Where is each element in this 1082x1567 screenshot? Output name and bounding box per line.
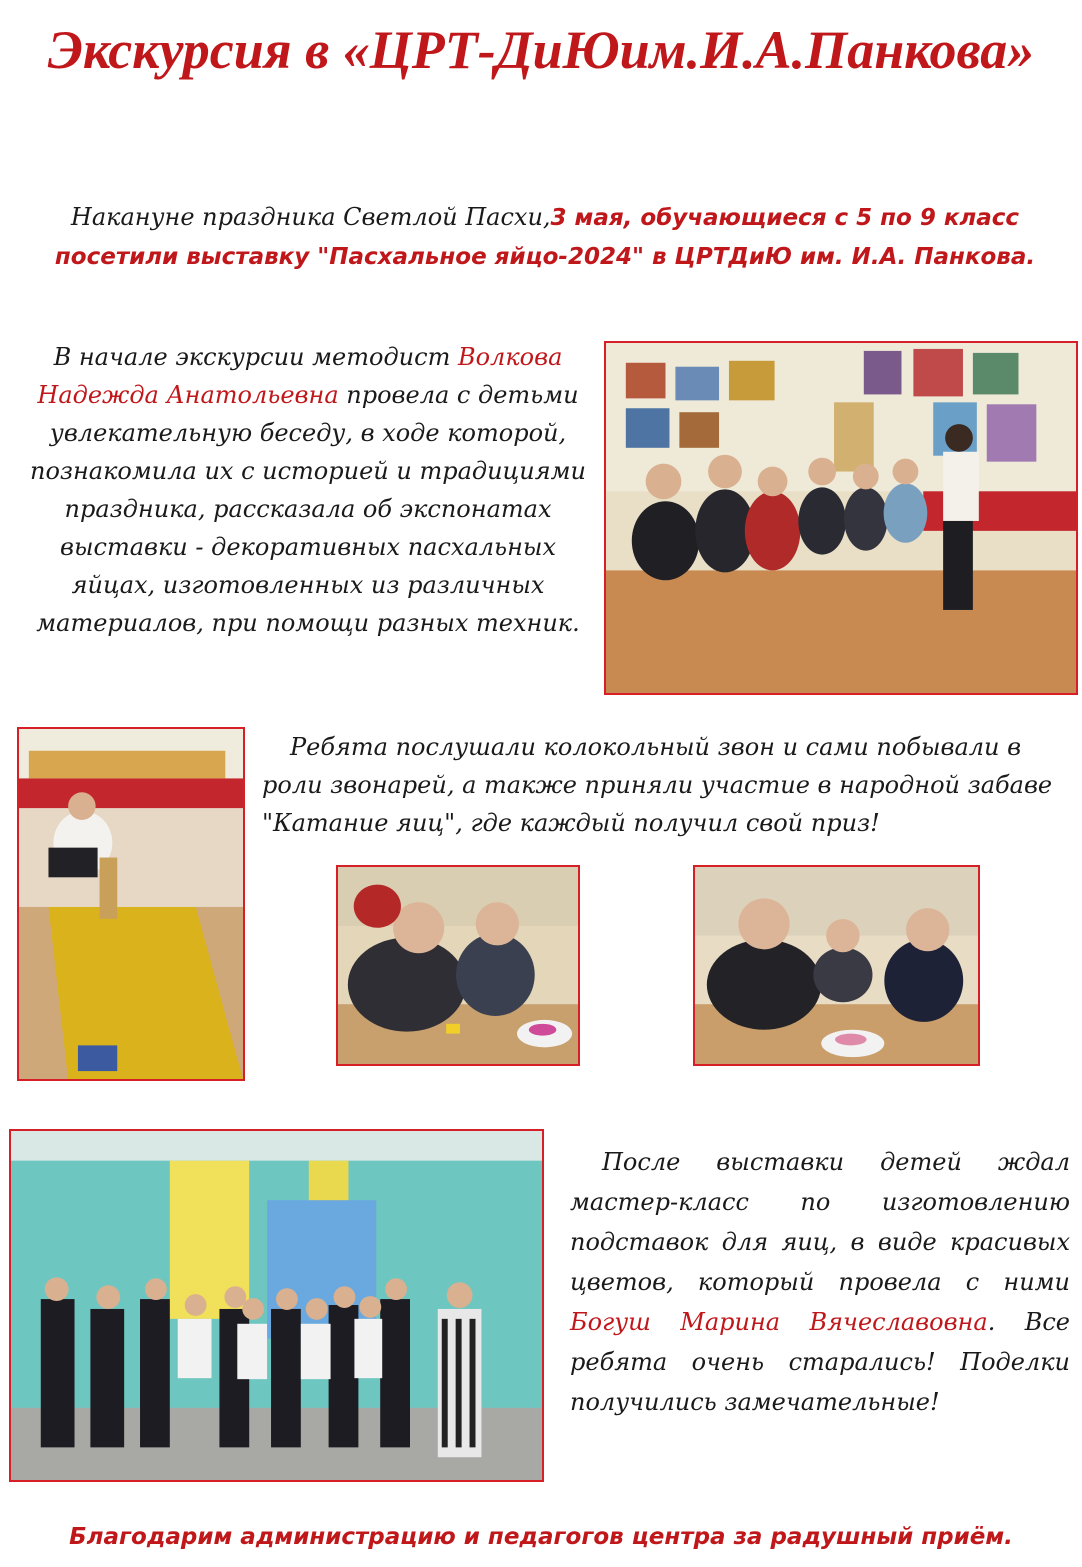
paragraph3-after: . Все ребята очень старались! Поделки получились замечательные!	[570, 1308, 1070, 1416]
photo-craft-boys	[336, 865, 580, 1066]
intro-plain-text: Накануне праздника Светлой Пасхи,	[70, 203, 551, 231]
photo-group	[9, 1129, 544, 1482]
intro-paragraph	[30, 198, 1060, 276]
methodist-name: Волкова Надежда Анатольевна	[37, 343, 563, 409]
paragraph1-after: провела с детьми увлекательную беседу, в ходе которой, познакомила их с историей и традициями праздника, рассказала об экспонатах выставки - декоративных пасхальных яйцах, изготовленных из различных материалов, при помощи разных техник.	[29, 381, 586, 637]
intro-highlight-text: 3 мая, обучающиеся с 5 по 9 класс посетили выставку "Пасхальное яйцо-2024" в ЦРТДиЮ им. И.А. Панкова.	[54, 205, 1036, 270]
photo-exhibition-talk	[604, 341, 1078, 695]
teacher-name: Богуш Марина Вячеславовна	[570, 1308, 988, 1336]
page-title: Экскурсия в «ЦРТ-ДиЮим.И.А.Панкова»	[47, 20, 1035, 80]
thanks-line: Благодарим администрацию и педагогов центра за радушный приём.	[69, 1524, 1013, 1550]
paragraph-methodist	[28, 338, 588, 642]
photo-egg-rolling	[17, 727, 245, 1081]
photo-craft-group	[693, 865, 980, 1066]
paragraph3-before: После выставки детей ждал мастер-класс по изготовлению подставок для яиц, в виде красивых цветов, который провела с ними	[570, 1148, 1070, 1296]
paragraph-bells: Ребята послушали колокольный звон и сами побывали в роли звонарей, а также приняли участие в народной забаве "Катание яиц", где каждый получил свой приз!	[262, 733, 1053, 837]
paragraph-masterclass	[570, 1142, 1070, 1422]
paragraph1-before: В начале экскурсии методист	[53, 343, 458, 371]
